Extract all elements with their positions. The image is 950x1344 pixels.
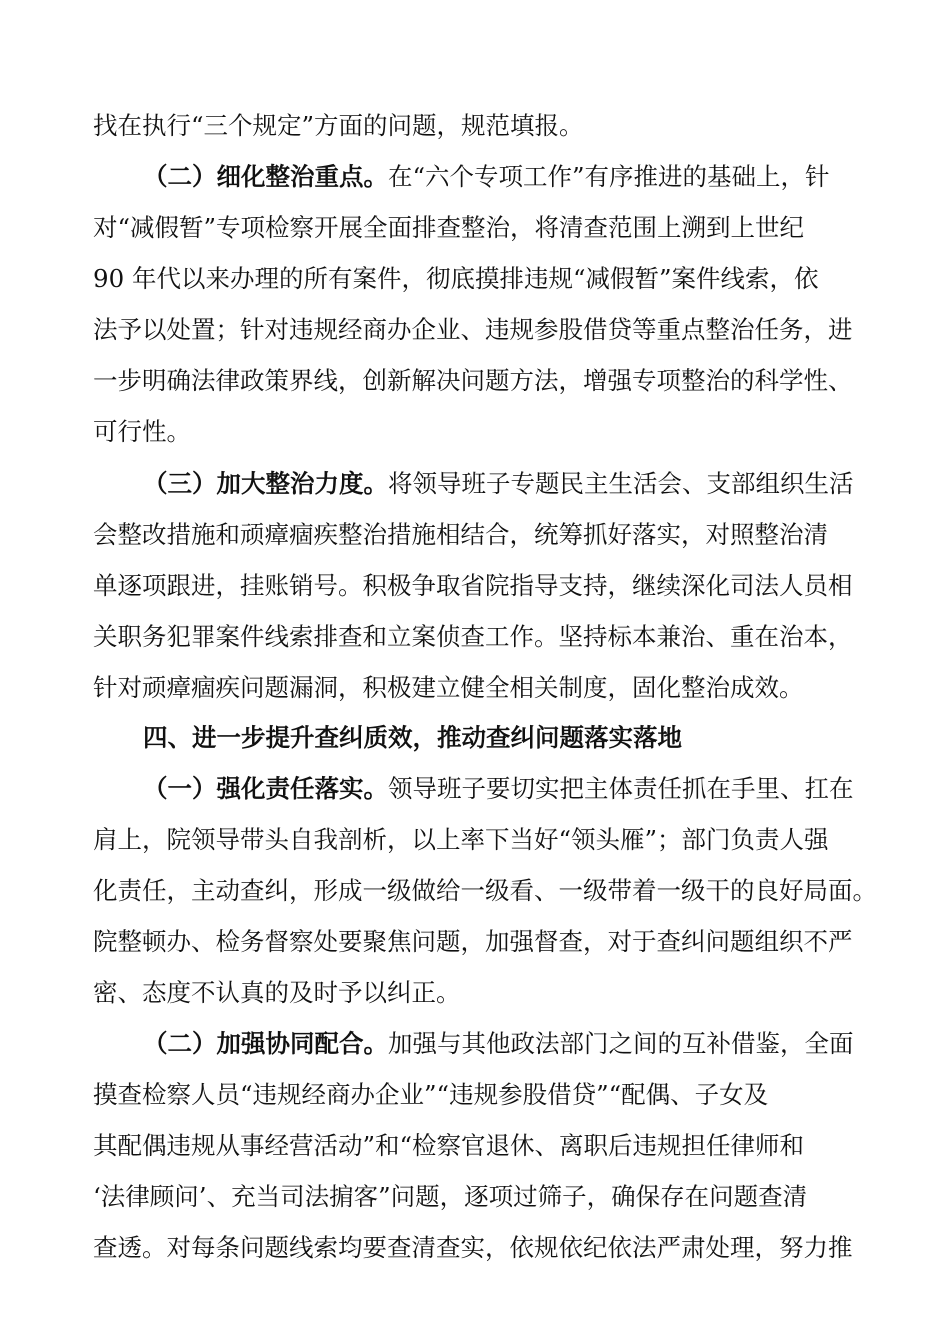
body-line [93,310,923,350]
body-line [93,259,923,299]
body-line [93,922,923,962]
body-line [93,361,923,401]
body-line [93,871,923,911]
line-text: 针对顽瘴痼疾问题漏洞，积极建立健全相关制度，固化整治成效。 [93,673,804,702]
line-text: 领导班子要切实把主体责任抓在手里、扛在 [388,774,854,803]
body-line [93,668,923,708]
paragraph-first-line [143,464,923,504]
body-line [93,1126,923,1166]
line-text: 会整改措施和顽瘴痼疾整治措施相结合，统筹抓好落实，对照整治清 [93,520,828,549]
line-text: 摸查检察人员“违规经商办企业”“违规参股借贷”“配偶、子女及 [93,1080,769,1109]
body-line [93,973,923,1013]
line-text: 将领导班子专题民主生活会、支部组织生活 [388,469,854,498]
section-lead: （二）加强协同配合。 [143,1029,388,1058]
line-text: 化责任，主动查纠，形成一级做给一级看、一级带着一级干的良好局面。 [93,876,877,905]
body-line [93,412,923,452]
line-text: 在“六个专项工作”有序推进的基础上，针 [388,162,830,191]
heading-text: 四、进一步提升查纠质效，推动查纠问题落实落地 [143,723,682,752]
line-text: 对“减假暂”专项检察开展全面排查整治，将清查范围上溯到上世纪 [93,213,805,242]
body-line [93,208,923,248]
line-text: 找在执行“三个规定”方面的问题，规范填报。 [93,111,584,140]
line-text: 可行性。 [93,417,191,446]
body-line [93,1228,923,1268]
line-text: 一步明确法律政策界线，创新解决问题方法，增强专项整治的科学性、 [93,366,853,395]
body-line [93,1075,923,1115]
body-line [93,820,923,860]
section-lead: （三）加大整治力度。 [143,469,388,498]
body-line [93,1177,923,1217]
body-line [93,566,923,606]
line-text: 法予以处置；针对违规经商办企业、违规参股借贷等重点整治任务，进 [93,315,853,344]
line-text: 院整顿办、检务督察处要聚焦问题，加强督查，对于查纠问题组织不严 [93,927,853,956]
paragraph-first-line [143,769,923,809]
paragraph-first-line [143,157,923,197]
body-line [93,106,923,146]
line-text: ‘法律顾问’、充当司法掮客”问题，逐项过筛子，确保存在问题查清 [93,1182,808,1211]
body-line [93,515,923,555]
line-text: 肩上，院领导带头自我剖析，以上率下当好“领头雁”；部门负责人强 [93,825,829,854]
section-lead: （二）细化整治重点。 [143,162,388,191]
line-text: 其配偶违规从事经营活动”和“检察官退休、离职后违规担任律师和 [93,1131,805,1160]
line-text: 密、态度不认真的及时予以纠正。 [93,978,461,1007]
line-text: 90 年代以来办理的所有案件，彻底摸排违规“减假暂”案件线索，依 [93,264,819,293]
body-line [93,617,923,657]
section-heading [143,718,923,758]
line-text: 关职务犯罪案件线索排查和立案侦查工作。坚持标本兼治、重在治本， [93,622,853,651]
line-text: 单逐项跟进，挂账销号。积极争取省院指导支持，继续深化司法人员相 [93,571,853,600]
paragraph-first-line [143,1024,923,1064]
section-lead: （一）强化责任落实。 [143,774,388,803]
line-text: 查透。对每条问题线索均要查清查实，依规依纪依法严肃处理，努力推 [93,1233,853,1262]
line-text: 加强与其他政法部门之间的互补借鉴，全面 [388,1029,854,1058]
